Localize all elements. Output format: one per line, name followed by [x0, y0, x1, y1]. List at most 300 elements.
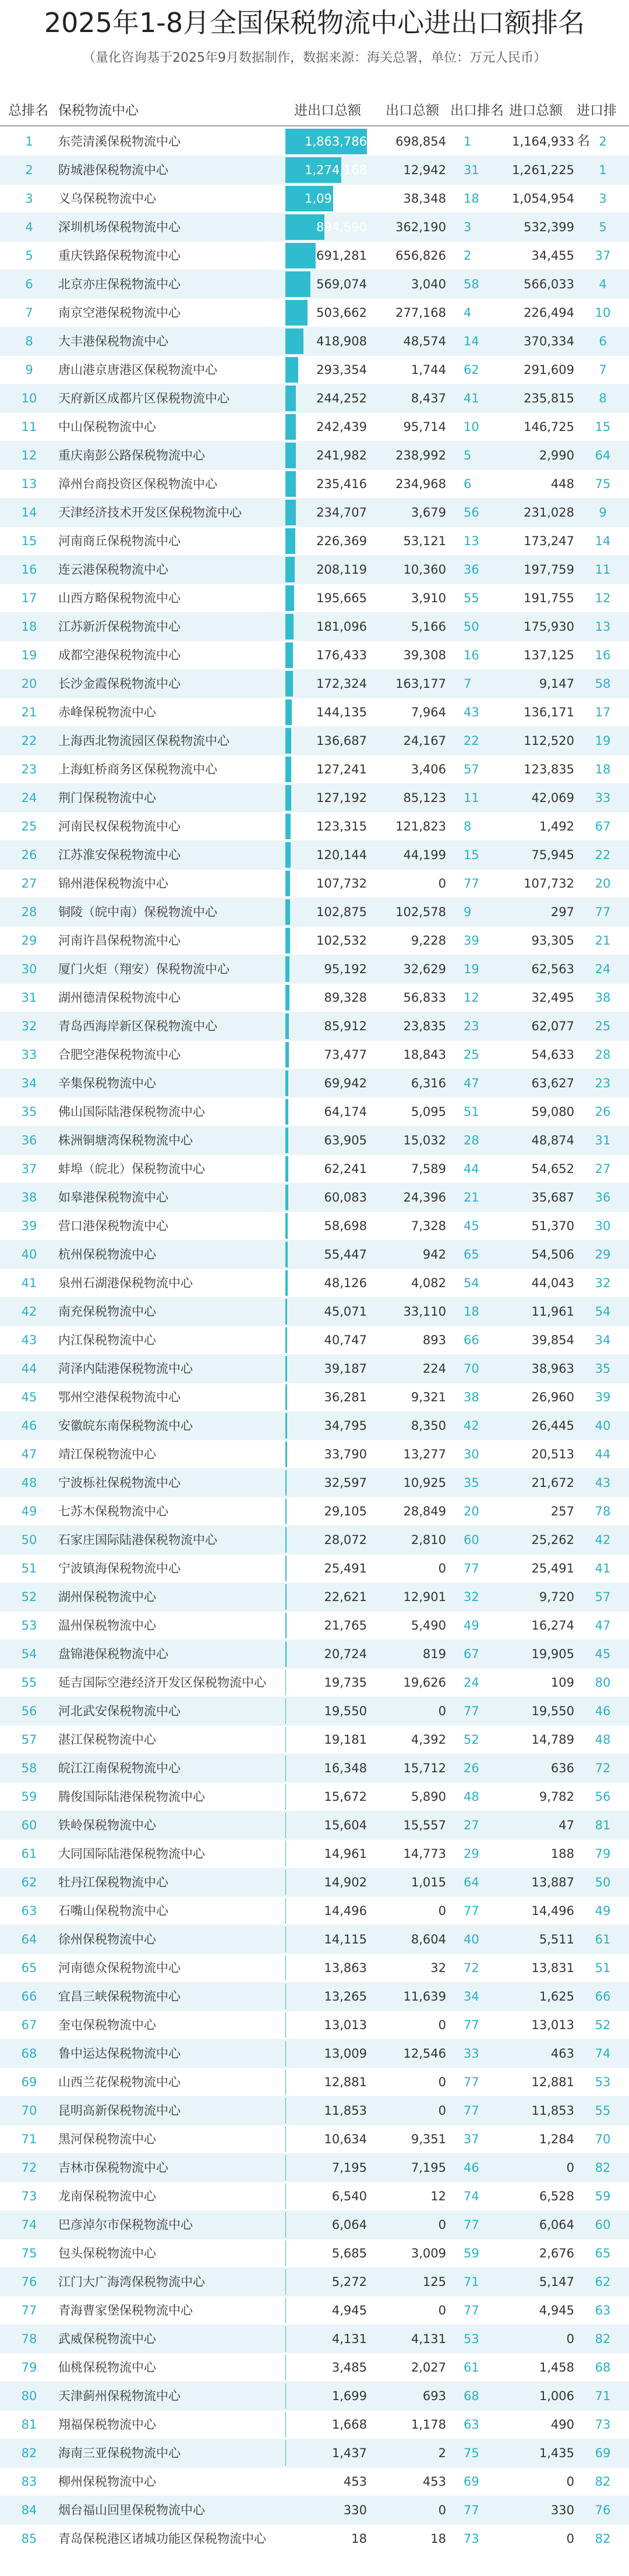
export-cell: 4,131	[411, 2332, 446, 2346]
table-row	[0, 1582, 629, 1612]
import-rank-cell: 74	[595, 2047, 611, 2061]
total-cell: 1,274,168	[305, 163, 367, 177]
rank-cell: 85	[21, 2532, 37, 2546]
export-cell: 24,396	[403, 1190, 446, 1204]
import-cell: 63,627	[531, 1076, 574, 1090]
export-cell: 224	[422, 1362, 446, 1376]
rank-cell: 82	[21, 2446, 37, 2460]
export-cell: 125	[422, 2275, 446, 2289]
import-rank-cell: 3	[599, 192, 607, 206]
total-cell: 29,105	[324, 1504, 367, 1518]
import-rank-cell: 13	[595, 620, 611, 634]
total-cell: 19,550	[324, 1704, 367, 1718]
rank-cell: 48	[21, 1476, 37, 1490]
total-cell: 418,908	[316, 334, 367, 348]
name-cell: 山西方略保税物流中心	[58, 591, 181, 605]
import-cell: 19,550	[531, 1704, 574, 1718]
export-cell: 9,351	[411, 2132, 446, 2146]
total-cell: 36,281	[324, 1390, 367, 1404]
total-cell: 4,131	[331, 2332, 367, 2346]
table-row	[0, 1525, 629, 1554]
total-cell: 1,699	[331, 2389, 367, 2403]
import-cell: 188	[550, 1847, 574, 1861]
export-cell: 7,589	[411, 1162, 446, 1176]
name-cell: 内江保税物流中心	[58, 1333, 156, 1347]
export-cell: 7,964	[411, 705, 446, 719]
import-cell: 5,147	[539, 2275, 574, 2289]
name-cell: 青岛保税港区诸城功能区保税物流中心	[58, 2532, 266, 2546]
table-row	[0, 612, 629, 641]
import-rank-cell: 1	[599, 163, 607, 177]
table-row	[0, 1468, 629, 1497]
rank-cell: 4	[25, 220, 33, 234]
import-cell: 9,720	[539, 1590, 574, 1604]
export-cell: 23,835	[403, 1019, 446, 1033]
table-row	[0, 213, 629, 242]
total-cell: 1,668	[331, 2418, 367, 2432]
rank-cell: 38	[21, 1190, 37, 1204]
total-cell: 691,281	[316, 249, 367, 263]
table-row	[0, 983, 629, 1012]
export-cell: 5,166	[411, 620, 446, 634]
name-cell: 武威保税物流中心	[58, 2332, 156, 2346]
total-cell: 1,437	[331, 2446, 367, 2460]
import-cell: 54,633	[531, 1048, 574, 1062]
rank-cell: 59	[21, 1790, 37, 1804]
export-rank-cell: 21	[464, 1190, 479, 1204]
import-rank-cell: 43	[595, 1476, 611, 1490]
import-cell: 175,930	[524, 620, 574, 634]
rank-cell: 26	[21, 848, 37, 862]
export-rank-cell: 6	[464, 477, 472, 491]
name-cell: 奎屯保税物流中心	[58, 2018, 156, 2032]
export-cell: 12,942	[403, 163, 446, 177]
name-cell: 义乌保税物流中心	[58, 192, 156, 206]
table-row	[0, 2182, 629, 2211]
table-row	[0, 2524, 629, 2553]
export-rank-cell: 36	[464, 563, 479, 577]
export-rank-cell: 77	[464, 2503, 479, 2517]
import-cell: 42,069	[531, 791, 574, 805]
import-rank-cell: 23	[595, 1076, 611, 1090]
import-rank-cell: 45	[595, 1647, 611, 1661]
table-row	[0, 897, 629, 927]
import-cell: 5,511	[539, 1932, 574, 1946]
name-cell: 翔福保税物流中心	[58, 2418, 156, 2432]
export-cell: 0	[438, 1561, 446, 1575]
name-cell: 中山保税物流中心	[58, 420, 156, 434]
export-cell: 2,810	[411, 1533, 446, 1547]
export-cell: 85,123	[403, 791, 446, 805]
import-rank-cell: 21	[595, 934, 611, 948]
total-cell: 14,115	[324, 1932, 367, 1946]
export-rank-cell: 25	[464, 1048, 479, 1062]
export-cell: 15,557	[403, 1818, 446, 1832]
total-cell: 45,071	[324, 1305, 367, 1319]
export-cell: 5,890	[411, 1790, 446, 1804]
import-cell: 62,563	[531, 962, 574, 976]
total-cell: 181,096	[316, 620, 367, 634]
import-rank-cell: 27	[595, 1162, 611, 1176]
table-row	[0, 1611, 629, 1640]
import-rank-cell: 80	[595, 1676, 611, 1690]
rank-cell: 37	[21, 1162, 37, 1176]
table-row	[0, 1012, 629, 1041]
rank-cell: 28	[21, 905, 37, 919]
table-row	[0, 1839, 629, 1868]
import-rank-cell: 66	[595, 1990, 611, 2003]
rank-cell: 23	[21, 762, 37, 776]
import-rank-cell: 60	[595, 2218, 611, 2232]
export-cell: 32,629	[403, 962, 446, 976]
export-cell: 9,321	[411, 1390, 446, 1404]
table-row	[0, 1097, 629, 1126]
rank-cell: 14	[21, 506, 37, 520]
import-rank-cell: 59	[595, 2189, 611, 2203]
import-cell: 9,147	[539, 677, 574, 691]
total-cell: 107,732	[316, 877, 367, 891]
import-cell: 1,625	[539, 1990, 574, 2003]
import-rank-cell: 29	[595, 1248, 611, 1262]
rank-cell: 74	[21, 2218, 37, 2232]
export-rank-cell: 39	[464, 934, 479, 948]
total-cell: 894,590	[316, 220, 367, 234]
export-rank-cell: 10	[464, 420, 479, 434]
name-cell: 南充保税物流中心	[58, 1305, 156, 1319]
total-cell: 235,416	[316, 477, 367, 491]
export-rank-cell: 50	[464, 620, 479, 634]
import-rank-cell: 49	[595, 1904, 611, 1918]
export-rank-cell: 59	[464, 2246, 479, 2260]
export-cell: 95,714	[403, 420, 446, 434]
export-rank-cell: 71	[464, 2275, 479, 2289]
table-row	[0, 1411, 629, 1440]
total-cell: 25,491	[324, 1561, 367, 1575]
total-cell: 3,485	[331, 2361, 367, 2374]
table-row	[0, 2353, 629, 2382]
import-cell: 11,961	[531, 1305, 574, 1319]
rank-cell: 53	[21, 1619, 37, 1632]
name-cell: 山西兰花保税物流中心	[58, 2075, 181, 2089]
export-cell: 163,177	[395, 677, 446, 691]
rank-cell: 68	[21, 2047, 37, 2061]
export-rank-cell: 77	[464, 2018, 479, 2032]
name-cell: 大丰港保税物流中心	[58, 334, 168, 348]
name-cell: 锦州港保税物流中心	[58, 877, 168, 891]
rank-cell: 40	[21, 1248, 37, 1262]
import-cell: 39,854	[531, 1333, 574, 1347]
total-cell: 89,328	[324, 991, 367, 1005]
import-rank-cell: 32	[595, 1276, 611, 1290]
name-cell: 长沙金霞保税物流中心	[58, 677, 181, 691]
name-cell: 河南许昌保税物流中心	[58, 934, 181, 948]
table-row	[0, 1925, 629, 1954]
name-cell: 大同国际陆港保税物流中心	[58, 1847, 205, 1861]
import-cell: 21,672	[531, 1476, 574, 1490]
import-cell: 112,520	[524, 734, 574, 748]
import-rank-cell: 30	[595, 1219, 611, 1233]
import-rank-cell: 22	[595, 848, 611, 862]
import-rank-cell: 61	[595, 1932, 611, 1946]
rank-cell: 29	[21, 934, 37, 948]
import-cell: 235,815	[524, 391, 574, 405]
export-cell: 0	[438, 1704, 446, 1718]
total-cell: 32,597	[324, 1476, 367, 1490]
rank-cell: 64	[21, 1932, 37, 1946]
export-rank-cell: 67	[464, 1647, 479, 1661]
import-rank-cell: 82	[595, 2532, 611, 2546]
export-cell: 3,679	[411, 506, 446, 520]
rank-cell: 58	[21, 1761, 37, 1775]
import-rank-cell: 12	[595, 591, 611, 605]
table-row	[0, 498, 629, 527]
name-cell: 天津经济技术开发区保税物流中心	[58, 506, 242, 520]
import-cell: 0	[566, 2161, 574, 2175]
header-name: 保税物流中心	[58, 103, 139, 118]
name-cell: 宁波镇海保税物流中心	[58, 1561, 181, 1575]
rank-cell: 46	[21, 1419, 37, 1433]
import-rank-cell: 15	[595, 420, 611, 434]
export-rank-cell: 77	[464, 2075, 479, 2089]
export-rank-cell: 29	[464, 1847, 479, 1861]
total-cell: 13,265	[324, 1990, 367, 2003]
export-cell: 28,849	[403, 1504, 446, 1518]
import-cell: 62,077	[531, 1019, 574, 1033]
import-rank-cell: 31	[595, 1133, 611, 1147]
export-cell: 7,328	[411, 1219, 446, 1233]
name-cell: 石嘴山保税物流中心	[58, 1904, 168, 1918]
rank-cell: 36	[21, 1133, 37, 1147]
total-cell: 58,698	[324, 1219, 367, 1233]
import-cell: 0	[566, 2332, 574, 2346]
name-cell: 宜昌三峡保税物流中心	[58, 1990, 181, 2003]
header-divider	[0, 125, 629, 126]
rank-cell: 54	[21, 1647, 37, 1661]
import-cell: 13,887	[531, 1875, 574, 1889]
rank-cell: 83	[21, 2475, 37, 2489]
name-cell: 海南三亚保税物流中心	[58, 2446, 181, 2460]
rank-cell: 80	[21, 2389, 37, 2403]
table-row	[0, 926, 629, 955]
total-cell: 172,324	[316, 677, 367, 691]
export-cell: 39,308	[403, 648, 446, 662]
export-rank-cell: 1	[464, 135, 472, 149]
rank-cell: 25	[21, 819, 37, 833]
export-cell: 0	[438, 2218, 446, 2232]
name-cell: 重庆南彭公路保税物流中心	[58, 448, 205, 462]
total-cell: 14,496	[324, 1904, 367, 1918]
import-rank-cell: 14	[595, 534, 611, 548]
import-cell: 26,445	[531, 1419, 574, 1433]
export-cell: 453	[422, 2475, 446, 2489]
total-cell: 69,942	[324, 1076, 367, 1090]
total-cell: 5,685	[331, 2246, 367, 2260]
name-cell: 皖江江南保税物流中心	[58, 1761, 181, 1775]
table-row	[0, 869, 629, 898]
export-rank-cell: 42	[464, 1419, 479, 1433]
table-row	[0, 812, 629, 841]
name-cell: 吉林市保税物流中心	[58, 2161, 168, 2175]
import-rank-cell: 35	[595, 1362, 611, 1376]
page-title: 2025年1-8月全国保税物流中心进出口额排名	[44, 7, 585, 38]
export-rank-cell: 3	[464, 220, 472, 234]
name-cell: 蚌埠（皖北）保税物流中心	[58, 1162, 205, 1176]
import-cell: 13,831	[531, 1961, 574, 1975]
total-cell: 60,083	[324, 1190, 367, 1204]
export-cell: 819	[422, 1647, 446, 1661]
table-row	[0, 2039, 629, 2068]
rank-cell: 12	[21, 448, 37, 462]
import-rank-cell: 8	[599, 391, 607, 405]
rank-cell: 70	[21, 2104, 37, 2118]
table-row	[0, 1240, 629, 1269]
import-cell: 109	[550, 1676, 574, 1690]
header-rank: 总排名	[8, 103, 48, 118]
export-rank-cell: 54	[464, 1276, 479, 1290]
import-rank-cell: 58	[595, 677, 611, 691]
rank-cell: 77	[21, 2303, 37, 2317]
export-cell: 0	[438, 877, 446, 891]
table-row	[0, 1354, 629, 1383]
import-cell: 54,506	[531, 1248, 574, 1262]
table-row	[0, 1639, 629, 1669]
rank-cell: 81	[21, 2418, 37, 2432]
name-cell: 铜陵（皖中南）保税物流中心	[58, 905, 217, 919]
rank-cell: 79	[21, 2361, 37, 2374]
total-cell: 6,540	[331, 2189, 367, 2203]
total-cell: 569,074	[316, 277, 367, 291]
import-cell: 4,945	[539, 2303, 574, 2317]
import-rank-cell: 40	[595, 1419, 611, 1433]
name-cell: 铁岭保税物流中心	[58, 1818, 156, 1832]
export-cell: 1,744	[411, 363, 446, 377]
export-rank-cell: 62	[464, 363, 479, 377]
export-rank-cell: 52	[464, 1733, 479, 1747]
export-cell: 2,027	[411, 2361, 446, 2374]
export-rank-cell: 34	[464, 1990, 479, 2003]
table-row	[0, 526, 629, 556]
total-cell: 28,072	[324, 1533, 367, 1547]
export-rank-cell: 32	[464, 1590, 479, 1604]
export-cell: 698,854	[395, 135, 446, 149]
import-rank-cell: 78	[595, 1504, 611, 1518]
export-rank-cell: 77	[464, 2303, 479, 2317]
export-rank-cell: 33	[464, 2047, 479, 2061]
export-cell: 13,277	[403, 1447, 446, 1461]
name-cell: 靖江保税物流中心	[58, 1447, 156, 1461]
name-cell: 重庆铁路保税物流中心	[58, 249, 181, 263]
total-cell: 453	[343, 2475, 367, 2489]
rank-cell: 30	[21, 962, 37, 976]
table-row	[0, 2267, 629, 2296]
export-cell: 15,712	[403, 1761, 446, 1775]
rank-cell: 13	[21, 477, 37, 491]
name-cell: 龙南保税物流中心	[58, 2189, 156, 2203]
rank-cell: 35	[21, 1105, 37, 1119]
name-cell: 石家庄国际陆港保税物流中心	[58, 1533, 217, 1547]
import-rank-cell: 37	[595, 249, 611, 263]
import-rank-cell: 79	[595, 1847, 611, 1861]
export-cell: 121,823	[395, 819, 446, 833]
name-cell: 上海西北物流园区保税物流中心	[58, 734, 229, 748]
export-rank-cell: 44	[464, 1162, 479, 1176]
export-cell: 656,826	[395, 249, 446, 263]
export-rank-cell: 28	[464, 1133, 479, 1147]
import-cell: 93,305	[531, 934, 574, 948]
export-rank-cell: 12	[464, 991, 479, 1005]
export-cell: 234,968	[395, 477, 446, 491]
name-cell: 腾俊国际陆港保税物流中心	[58, 1790, 205, 1804]
export-cell: 32	[430, 1961, 446, 1975]
name-cell: 牡丹江保税物流中心	[58, 1875, 168, 1889]
table-row	[0, 270, 629, 299]
total-cell: 13,013	[324, 2018, 367, 2032]
export-cell: 0	[438, 2075, 446, 2089]
import-cell: 48,874	[531, 1133, 574, 1147]
total-cell: 127,241	[316, 762, 367, 776]
total-cell: 242,439	[316, 420, 367, 434]
rank-cell: 55	[21, 1676, 37, 1690]
total-cell: 18	[351, 2532, 367, 2546]
export-cell: 8,350	[411, 1419, 446, 1433]
total-cell: 63,905	[324, 1133, 367, 1147]
total-cell: 40,747	[324, 1333, 367, 1347]
export-rank-cell: 38	[464, 1390, 479, 1404]
table-row	[0, 441, 629, 470]
export-cell: 8,604	[411, 1932, 446, 1946]
import-rank-cell: 56	[595, 1790, 611, 1804]
total-cell: 11,853	[324, 2104, 367, 2118]
export-rank-cell: 70	[464, 1362, 479, 1376]
export-rank-cell: 35	[464, 1476, 479, 1490]
import-rank-cell: 67	[595, 819, 611, 833]
export-cell: 5,490	[411, 1619, 446, 1632]
import-rank-cell: 47	[595, 1619, 611, 1632]
export-cell: 14,773	[403, 1847, 446, 1861]
table-row	[0, 1868, 629, 1897]
total-cell: 1,863,786	[305, 135, 367, 149]
table-row	[0, 355, 629, 384]
rank-cell: 19	[21, 648, 37, 662]
export-cell: 0	[438, 1904, 446, 1918]
export-rank-cell: 31	[464, 163, 479, 177]
export-rank-cell: 16	[464, 648, 479, 662]
import-cell: 1,164,933	[512, 135, 574, 149]
export-cell: 2	[438, 2446, 446, 2460]
import-rank-cell: 24	[595, 962, 611, 976]
import-cell: 532,399	[524, 220, 574, 234]
name-cell: 安徽皖东南保税物流中心	[58, 1419, 193, 1433]
total-cell: 234,707	[316, 506, 367, 520]
import-cell: 75,945	[531, 848, 574, 862]
name-cell: 烟台福山回里保税物流中心	[58, 2503, 205, 2517]
table-row	[0, 1953, 629, 1983]
total-cell: 503,662	[316, 306, 367, 320]
export-rank-cell: 58	[464, 277, 479, 291]
rank-cell: 6	[25, 277, 33, 291]
export-cell: 1,015	[411, 1875, 446, 1889]
total-cell: 5,272	[331, 2275, 367, 2289]
name-cell: 江苏新沂保税物流中心	[58, 620, 181, 634]
rank-cell: 22	[21, 734, 37, 748]
import-rank-cell: 17	[595, 705, 611, 719]
table-row	[0, 2010, 629, 2040]
import-cell: 448	[550, 477, 574, 491]
table-row	[0, 840, 629, 870]
import-rank-cell: 41	[595, 1561, 611, 1575]
import-cell: 1,284	[539, 2132, 574, 2146]
rank-cell: 16	[21, 563, 37, 577]
